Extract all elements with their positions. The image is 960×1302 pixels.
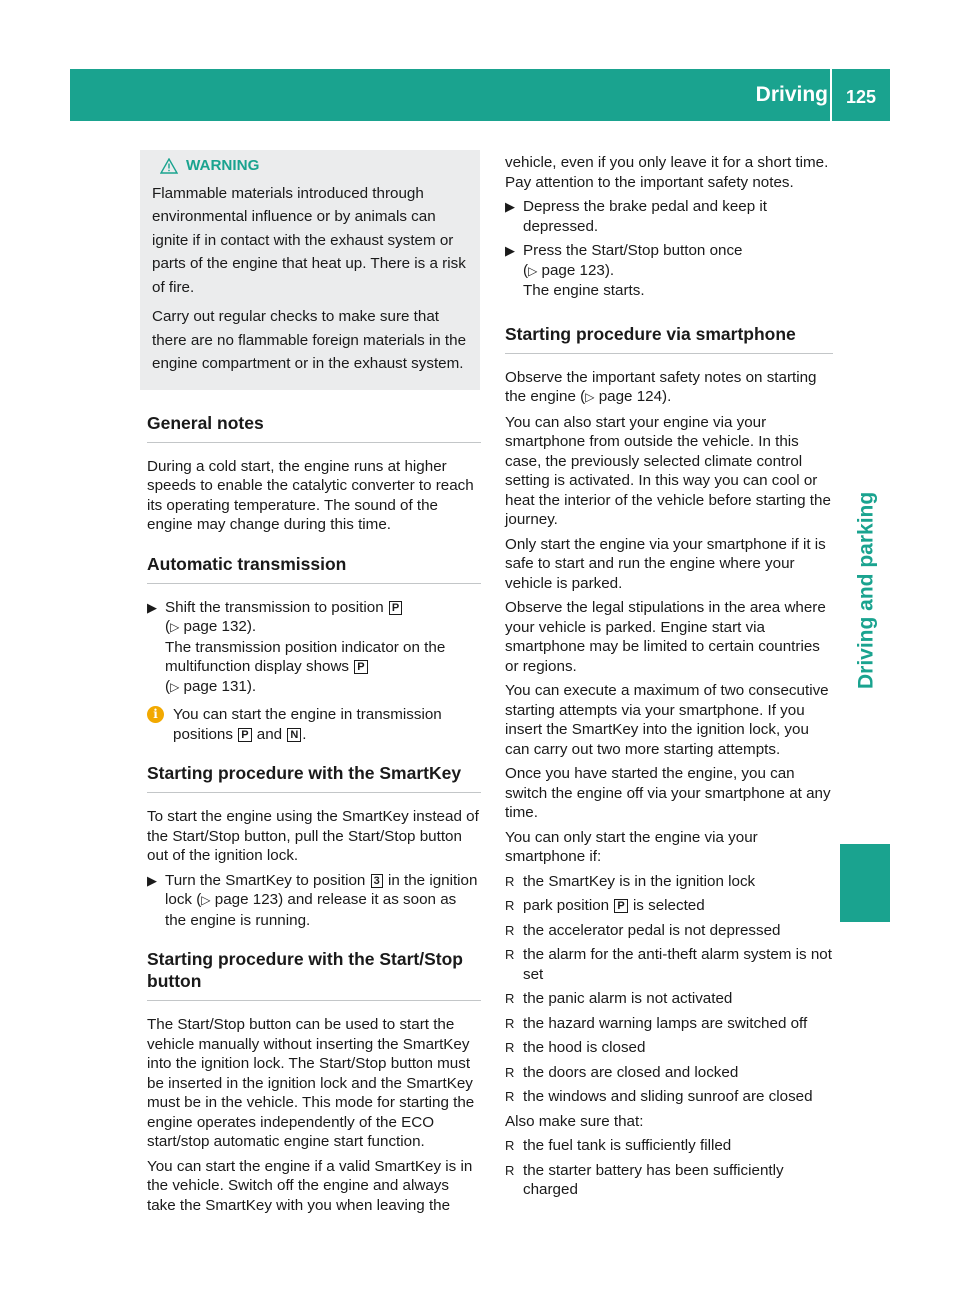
bullet-icon: R xyxy=(505,947,515,962)
list-text: the alarm for the anti-theft alarm system is not set xyxy=(523,946,832,983)
smartphone-p5: You can execute a maximum of two consecutive starting attempts via your smartphone. If you insert the SmartKey into the ignition lock, you can carry out two more starting attempts. xyxy=(505,682,829,758)
heading-smartphone: Starting procedure via smartphone xyxy=(505,323,833,354)
list-text: the hazard warning lamps are switched off xyxy=(523,1014,808,1032)
smartkey-intro: To start the engine using the SmartKey instead of the Start/Stop button, pull the Start/Stop button out of the ignition lock. xyxy=(147,808,479,864)
list-item xyxy=(505,945,833,984)
key-p-icon: P xyxy=(389,601,402,615)
arrow-icon: ▶ xyxy=(147,872,157,888)
page-reference-icon: ▷ xyxy=(170,679,180,694)
also-make-sure: Also make sure that: xyxy=(505,1112,644,1130)
startstop-text-1: The Start/Stop button can be used to start the vehicle manually without inserting the SmartKey into the ignition lock. The Start/Stop button must be inserted in the ignition lock and the SmartKey must be in the vehicle. This mode for starting the engine operates independently of the ECO start/stop automatic engine start function. xyxy=(147,1016,475,1150)
smartphone-p2: You can also start your engine via your smartphone from outside the vehicle. In this case, the previously selected climate control setting is activated. In this way you can cool or heat the interior of the vehicle before starting the journey. xyxy=(505,413,831,528)
info-end: . xyxy=(302,725,307,743)
page-ref-link[interactable]: page 123). xyxy=(541,261,615,279)
arrow-icon: ▶ xyxy=(505,199,515,214)
info-note xyxy=(147,705,481,744)
right-column xyxy=(505,153,833,1205)
list-item xyxy=(505,1014,833,1034)
side-tab-label: Driving and parking xyxy=(854,491,878,689)
list-item xyxy=(505,1161,833,1200)
list-item xyxy=(505,896,833,916)
page-reference-icon: ▷ xyxy=(585,390,595,404)
step-text: Turn the SmartKey to position xyxy=(165,871,366,889)
list-text: park position xyxy=(523,897,610,914)
list-text: the hood is closed xyxy=(523,1039,646,1056)
info-text: You can start the engine in transmission positions xyxy=(173,706,442,743)
heading-smartkey: Starting procedure with the SmartKey xyxy=(147,762,481,793)
list-item xyxy=(505,1136,833,1156)
general-notes-text: During a cold start, the engine runs at higher speeds to enable the catalytic converter to reach its operating temperature. The sound of the engine may change during this time. xyxy=(147,457,474,533)
heading-automatic-transmission: Automatic transmission xyxy=(147,553,481,584)
page-number: 125 xyxy=(846,87,877,107)
heading-startstop: Starting procedure with the Start/Stop button xyxy=(147,948,481,1001)
left-column xyxy=(147,150,481,1220)
list-item xyxy=(505,872,833,892)
page-reference-icon: ▷ xyxy=(528,263,538,278)
page-reference-icon: ▷ xyxy=(201,893,211,907)
bullet-icon: R xyxy=(505,922,515,938)
startstop-text-2: You can start the engine if a valid SmartKey is in the vehicle. Switch off the engine and always take the SmartKey with you when leaving the xyxy=(147,1157,473,1214)
warning-triangle-icon xyxy=(160,158,178,174)
step-text: Depress the brake pedal and keep it depressed. xyxy=(523,198,768,235)
list-item xyxy=(505,1087,833,1107)
text: Observe the important safety notes on starting the engine ( xyxy=(505,368,817,405)
list-text: the doors are closed and locked xyxy=(523,1063,739,1081)
info-icon: i xyxy=(147,706,164,723)
key-3-icon: 3 xyxy=(371,874,383,888)
step-press-button: ▶ Press the Start/Stop button once (▷ page 123). The engine starts. xyxy=(505,242,743,299)
page-ref-link[interactable]: page 124). xyxy=(598,388,672,405)
list-text: the windows and sliding sunroof are closed xyxy=(523,1088,813,1105)
key-n-icon: N xyxy=(287,728,301,742)
key-p-icon: P xyxy=(614,899,627,913)
smartphone-p3: Only start the engine via your smartphone if it is safe to start and run the engine where your vehicle is parked. xyxy=(505,535,826,592)
section-title: Driving xyxy=(755,83,828,106)
step-result: The transmission position indicator on the multifunction display shows xyxy=(165,638,446,675)
smartphone-p4: Observe the legal stipulations in the area where your vehicle is parked. Engine start via smartphone may be limited to certain countries or regions. xyxy=(505,599,826,675)
warning-text-2: Carry out regular checks to make sure that there are no flammable foreign materials in the engine compartment or in the exhaust system. xyxy=(152,308,467,372)
smartphone-section xyxy=(505,323,833,1200)
list-text: the panic alarm is not activated xyxy=(523,990,733,1007)
bullet-icon: R xyxy=(505,1064,515,1080)
info-and: and xyxy=(256,725,283,743)
smartkey-section xyxy=(147,762,481,930)
bullet-icon: R xyxy=(505,1015,515,1031)
startstop-text-2-cont: vehicle, even if you only leave it for a short time. Pay attention to the important safety notes. xyxy=(505,154,829,191)
list-item xyxy=(505,1038,833,1058)
bullet-icon: R xyxy=(505,898,515,913)
bullet-icon: R xyxy=(505,873,515,889)
step-result: The engine starts. xyxy=(523,282,645,299)
smartphone-p1 xyxy=(505,368,833,408)
list-text-2: is selected xyxy=(632,897,705,914)
arrow-icon: ▶ xyxy=(147,599,157,615)
step-text: Shift the transmission to position xyxy=(165,598,384,616)
step-turn-smartkey xyxy=(147,871,481,931)
step-shift: ▶ Shift the transmission to position P (▷ page 132). The transmission position indicator on the multifunction display shows P (▷ page 131). xyxy=(147,598,446,695)
page-ref-link[interactable]: page 123) and release it as soon as the engine is running. xyxy=(165,891,457,929)
warning-box xyxy=(140,150,480,390)
warning-text-1: Flammable materials introduced through environmental influence or by animals can ignite if in contact with the exhaust system or parts of the engine that heat up. There is a risk of fire. xyxy=(152,184,466,296)
warning-title-text: WARNING xyxy=(186,157,260,174)
step-text-2: in the ignition lock ( xyxy=(165,871,478,908)
list-item xyxy=(505,921,833,941)
list-item xyxy=(505,989,833,1009)
list-text: the starter battery has been sufficiently charged xyxy=(523,1161,784,1198)
general-notes-section xyxy=(147,412,481,535)
smartphone-p7: You can only start the engine via your smartphone if: xyxy=(505,828,758,865)
bullet-icon: R xyxy=(505,1138,515,1153)
warning-title xyxy=(152,156,474,176)
page-ref-link[interactable]: page 132). xyxy=(183,618,257,635)
page-ref-link[interactable]: page 131). xyxy=(183,677,257,695)
heading-general-notes: General notes xyxy=(147,412,481,443)
list-text: the SmartKey is in the ignition lock xyxy=(523,872,756,890)
header-divider xyxy=(830,69,832,121)
arrow-icon: ▶ xyxy=(505,243,515,258)
bullet-icon: R xyxy=(505,1040,515,1055)
step-depress-brake xyxy=(505,197,833,236)
step-text: Press the Start/Stop button once xyxy=(523,242,743,259)
list-item xyxy=(505,1063,833,1083)
key-p-icon: P xyxy=(238,728,251,742)
list-text: the fuel tank is sufficiently filled xyxy=(523,1137,732,1154)
bullet-icon: R xyxy=(505,1089,515,1104)
automatic-section xyxy=(147,553,481,745)
bullet-icon: R xyxy=(505,1162,515,1178)
startstop-section xyxy=(147,948,481,1215)
list-text: the accelerator pedal is not depressed xyxy=(523,921,781,939)
key-p-icon: P xyxy=(354,660,367,674)
side-tab-marker xyxy=(840,844,890,922)
smartphone-p6: Once you have started the engine, you can switch the engine off via your smartphone at any time. xyxy=(505,765,831,821)
page-reference-icon: ▷ xyxy=(170,620,180,634)
bullet-icon: R xyxy=(505,991,515,1006)
